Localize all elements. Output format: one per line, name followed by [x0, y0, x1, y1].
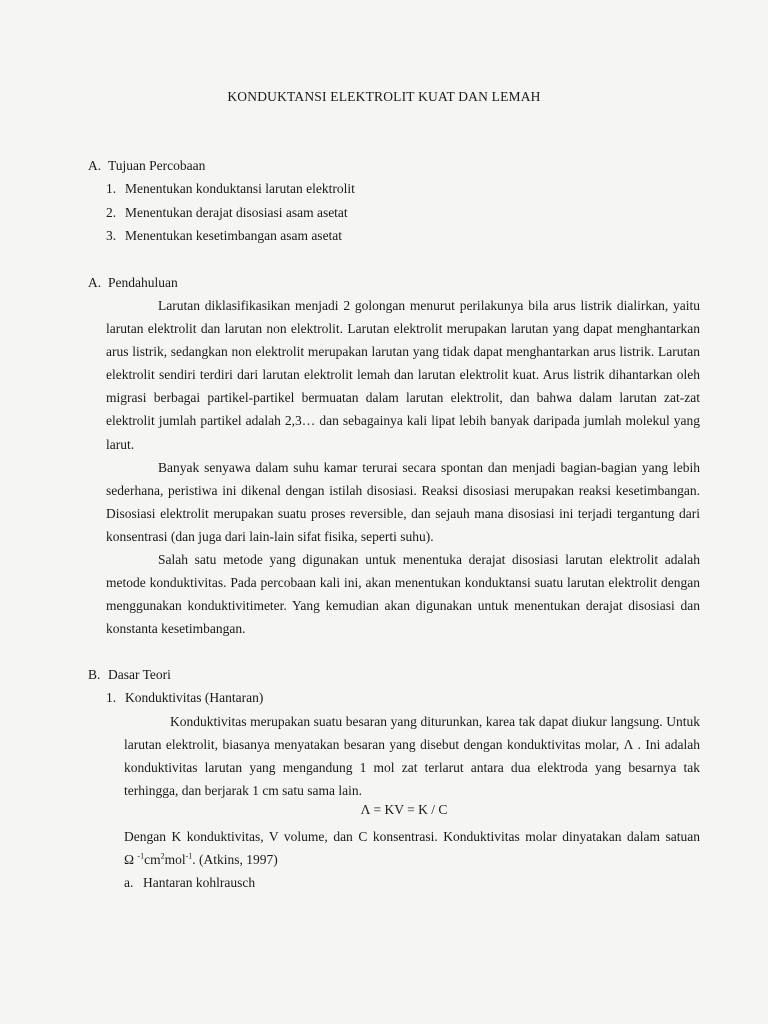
unit-sup-2: 2: [160, 851, 165, 861]
dasar-sub1-heading: Konduktivitas (Hantaran): [125, 690, 264, 705]
unit-mol: mol: [164, 852, 186, 868]
citation: . (Atkins, 1997): [192, 852, 278, 868]
after-formula-line-1: Dengan K konduktivitas, V volume, dan C konsentrasi. Konduktivitas molar dinyatakan dalam satuan: [124, 829, 700, 844]
tujuan-item-2-num: 2.: [106, 205, 117, 220]
tujuan-item-1-num: 1.: [106, 181, 117, 196]
pendahuluan-paragraph-3: Salah satu metode yang digunakan untuk menentuka derajat disosiasi larutan elektrolit adalah metode konduktivitas. Pada percobaan kali ini, akan menentukan konduktansi suatu larutan elektrolit dengan menggunakan konduktivitimeter. Yang kemudian akan digunakan untuk menentukan derajat disosiasi dan konstanta kesetimbangan.: [106, 552, 700, 637]
pendahuluan-body: [106, 294, 700, 640]
konduktivitas-body: [124, 710, 700, 802]
pendahuluan-paragraph-2: Banyak senyawa dalam suhu kamar terurai secara spontan dan menjadi bagian-bagian yang lebih sederhana, peristiwa ini dikenal dengan istilah disosiasi. Reaksi disosiasi merupakan reaksi kesetimbangan. Disosiasi elektrolit merupakan suatu proses reversible, dan sejauh mana disosiasi ini terjadi tergantung dari konsentrasi (dan juga dari lain-lain sifat fisika, seperti suhu).: [106, 459, 700, 544]
tujuan-item-1-text: Menentukan konduktansi larutan elektrolit: [125, 181, 355, 196]
after-formula-body: [124, 825, 700, 871]
unit-line: [124, 848, 700, 871]
unit-sup-3: -1: [185, 851, 193, 861]
tujuan-item-2-text: Menentukan derajat disosiasi asam asetat: [125, 205, 348, 220]
dasar-sub-a-marker: a.: [124, 875, 134, 890]
section-dasar-heading: Dasar Teori: [108, 667, 171, 682]
tujuan-item-3-num: 3.: [106, 228, 117, 243]
section-tujuan-heading: Tujuan Percobaan: [108, 158, 206, 173]
dasar-sub-a-heading: Hantaran kohlrausch: [143, 875, 256, 890]
section-dasar-marker: B.: [88, 667, 101, 682]
section-tujuan-marker: A.: [88, 158, 102, 173]
section-pendahuluan-heading: Pendahuluan: [108, 275, 178, 290]
tujuan-item-3-text: Menentukan kesetimbangan asam asetat: [125, 228, 343, 243]
konduktivitas-paragraph: Konduktivitas merupakan suatu besaran yang diturunkan, karea tak dapat diukur langsung. Untuk larutan elektrolit, biasanya menyatakan besaran yang disebut dengan konduktivitas molar, Λ . Ini adalah konduktivitas larutan yang mengandung 1 mol zat terlarut antara dua elektroda yang besarnya tak terhingga, dan berjarak 1 cm satu sama lain.: [124, 714, 700, 799]
unit-cm: cm: [144, 852, 161, 868]
unit-sup-1: -1: [137, 851, 145, 861]
document-title: KONDUKTANSI ELEKTROLIT KUAT DAN LEMAH: [227, 89, 541, 104]
pendahuluan-paragraph-1: Larutan diklasifikasikan menjadi 2 golongan menurut perilakunya bila arus listrik dialirkan, yaitu larutan elektrolit dan larutan non elektrolit. Larutan elektrolit merupakan larutan yang dapat menghantarkan arus listrik, sedangkan non elektrolit merupakan larutan yang tidak dapat menghantarkan arus listrik. Larutan elektrolit sendiri terdiri dari larutan elektrolit lemah dan larutan elektrolit kuat. Arus listrik dihantarkan oleh migrasi berbagai partikel-partikel bermuatan dalam larutan elektrolit, dan bahwa dalam larutan zat-zat elektrolit jumlah partikel adalah 2,3… dan sebagainya kali lipat lebih banyak daripada jumlah molekul yang larut.: [106, 298, 700, 452]
section-pendahuluan-marker: A.: [88, 275, 102, 290]
unit-omega: Ω: [124, 852, 135, 868]
dasar-sub1-num: 1.: [106, 690, 117, 705]
molar-conductivity-formula: Λ = KV = K / C: [360, 802, 448, 817]
